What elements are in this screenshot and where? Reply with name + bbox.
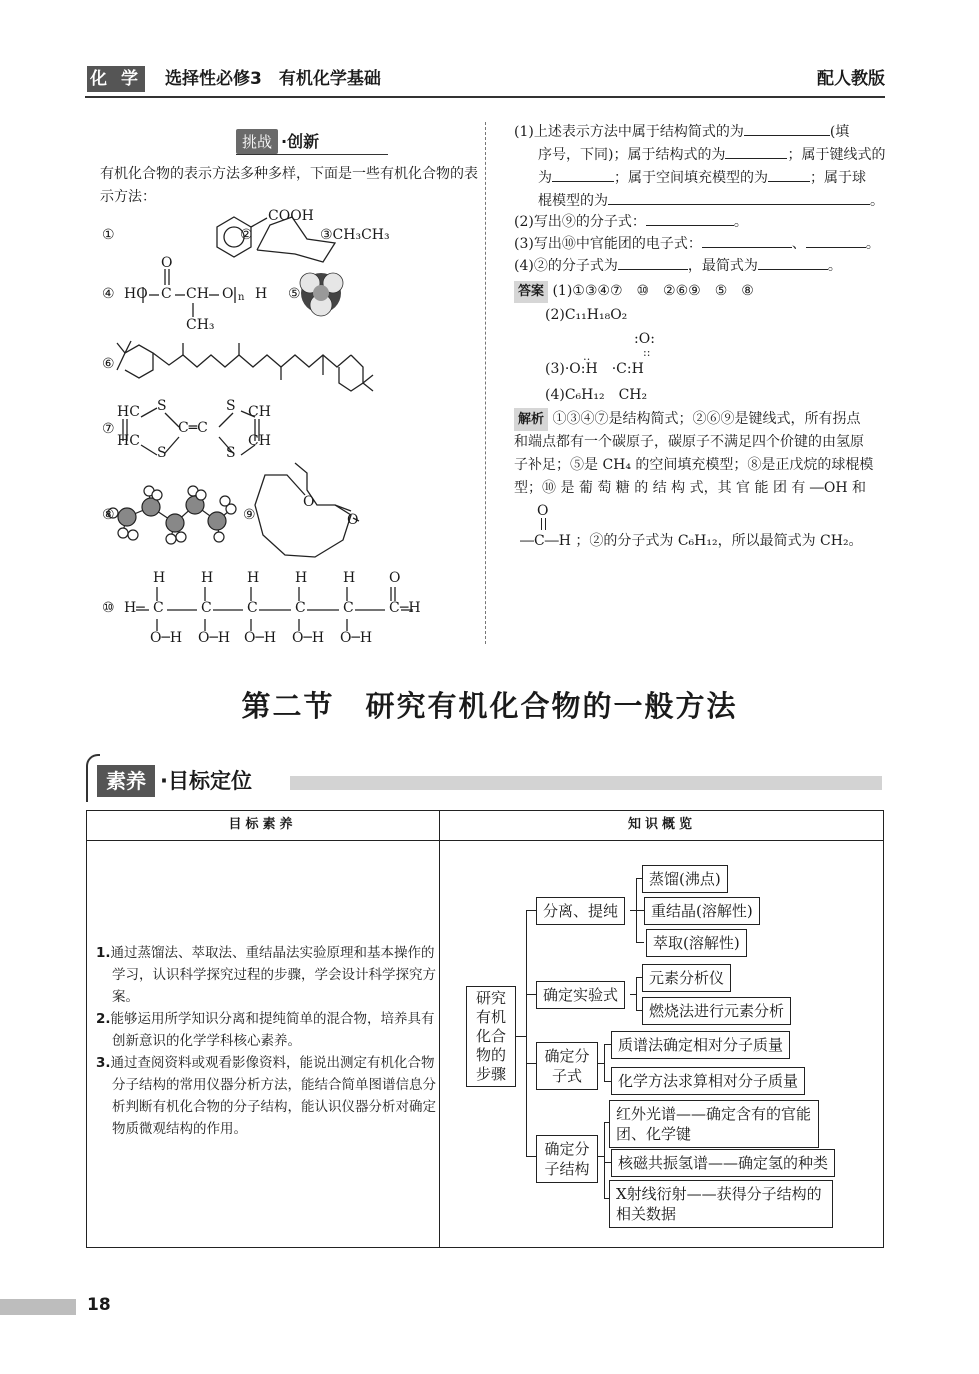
item-7-s1: S <box>157 398 167 414</box>
map-branch-empirical: 确定实验式 <box>536 981 625 1009</box>
blank-q4b[interactable] <box>758 254 828 270</box>
challenge-tail: ·创新 <box>281 132 320 151</box>
map-connector <box>516 1036 526 1037</box>
goal-item: 1.通过蒸馏法、萃取法、重结晶法实验原理和基本操作的学习，认识科学探究过程的步骤，学会设计科学探究方案。 <box>96 945 436 1005</box>
footer-bar <box>0 1299 76 1315</box>
item-10-c2: C <box>201 600 212 616</box>
item-10-h5: H <box>343 570 356 586</box>
analysis: 解析 ①③④⑦是结构简式；②⑥⑨是键线式，所有拐点 和端点都有一个碳原子，碳原子不满足四个价键的由氢原 子补足；⑤是 CH₄ 的空间填充模型；⑧是正戊烷的球棍模 型；⑩ 是 葡 萄 糖 的 结 构 式，其 官 能 团 有 ―OH 和 <box>514 408 886 500</box>
item-4-ch3: CH₃ <box>186 317 215 333</box>
item-7-s3: S <box>226 398 236 414</box>
item-7-hc2: HC <box>117 433 140 449</box>
map-leaf: 元素分析仪 <box>642 964 731 992</box>
item-7-ch2: CH <box>248 433 271 449</box>
analysis-tag: 解析 <box>514 408 548 431</box>
map-connector <box>526 994 536 995</box>
item-9-o-ring: O <box>303 494 315 510</box>
item-10-h-left: H─ <box>124 600 145 616</box>
map-leaf: 质谱法确定相对分子质量 <box>611 1031 790 1059</box>
item-4-h: H <box>255 286 268 302</box>
item-1-cooh: COOH <box>268 208 314 224</box>
item-10-c6: C <box>389 600 400 616</box>
challenge-rule <box>236 154 388 155</box>
blank-q3b[interactable] <box>806 232 866 248</box>
item-6-num: ⑥ <box>102 356 115 372</box>
blank-q1-space-filling[interactable] <box>768 166 810 182</box>
item-10-o-top: O <box>389 570 401 586</box>
challenge-intro: 有机化合物的表示方法多种多样，下面是一些有机化合物的表示方法： <box>100 166 478 205</box>
question-1: (1)上述表示方法中属于结构简式的为 (填 序号，下同)；属于结构式的为 ；属于键线式的 为 ；属于空间填充模型的为 ；属于球 棍模型的为 。 <box>514 120 886 212</box>
item-10-h4: H <box>295 570 308 586</box>
map-branch-structure: 确定分子结构 <box>536 1135 598 1183</box>
item-10-num: ⑩ <box>102 600 115 616</box>
map-branch-molecular: 确定分子式 <box>536 1042 598 1090</box>
blank-q1-structural-formula[interactable] <box>725 143 787 159</box>
answer-2: (2)C₁₁H₁₈O₂ <box>545 307 628 323</box>
table-header-rule <box>86 840 884 841</box>
goal-item: 2.能够运用所学知识分离和提纯简单的混合物，培养具有创新意识的化学学科核心素养。 <box>96 1011 435 1049</box>
item-10-c5: C <box>343 600 354 616</box>
map-leaf: 燃烧法进行元素分析 <box>642 997 791 1025</box>
header-rule <box>85 96 885 98</box>
blank-q1-ball-stick[interactable] <box>608 189 870 205</box>
subject-tag: 化 学 <box>87 66 145 92</box>
item-10-c1: C <box>153 600 164 616</box>
map-bracket <box>604 1122 605 1198</box>
blank-q1-structural[interactable] <box>744 120 830 136</box>
item-3-formula: ③CH₃CH₃ <box>320 227 390 243</box>
answer-1: 答案 (1)①③④⑦ ⑩ ②⑥⑨ ⑤ ⑧ <box>514 280 754 303</box>
map-branch-separate: 分离、提纯 <box>536 897 625 925</box>
analysis-line-5: ―C―H ；②的分子式为 C₆H₁₂，所以最简式为 CH₂。 <box>520 533 863 549</box>
map-leaf: 萃取(溶解性) <box>646 929 747 957</box>
item-10-oh1: O─H <box>150 630 183 646</box>
map-connector <box>526 1063 536 1064</box>
edition-label: 配人教版 <box>817 69 885 89</box>
item-9-o-carbonyl: O <box>347 512 359 528</box>
answer-3-dots: ‥ <box>583 350 591 363</box>
item-1-num: ① <box>102 227 115 243</box>
double-bond <box>541 518 546 530</box>
blank-q4a[interactable] <box>618 254 688 270</box>
page-number: 18 <box>87 1295 111 1315</box>
question-2: (2)写出⑨的分子式： 。 <box>514 210 748 233</box>
map-leaf: 核磁共振氢谱——确定氢的种类 <box>611 1149 835 1177</box>
table-divider <box>439 810 440 1248</box>
goal-list <box>96 942 436 1140</box>
item-10-h1: H <box>153 570 166 586</box>
item-7-s4: S <box>226 445 236 461</box>
item-4-ho: HO <box>124 286 148 302</box>
table-header-overview: 知识概览 <box>627 817 696 832</box>
item-7-cc: C═C <box>178 420 208 436</box>
item-4-n: n <box>238 292 245 303</box>
map-leaf: 红外光谱——确定含有的官能团、化学键 <box>609 1100 819 1148</box>
blank-q2[interactable] <box>646 210 734 226</box>
answer-3: (3)·O:H ·C:H <box>545 361 644 377</box>
map-leaf: 蒸馏(沸点) <box>642 865 728 893</box>
item-7-hc1: HC <box>117 404 140 420</box>
analysis-o: O <box>537 503 549 519</box>
table-header-goals: 目标素养 <box>228 817 297 832</box>
question-4: (4)②的分子式为 ，最简式为 。 <box>514 254 842 277</box>
map-trunk <box>526 910 527 1156</box>
item-4-num: ④ <box>102 286 115 302</box>
item-5-num: ⑤ <box>288 286 301 302</box>
item-10-oh2: O─H <box>198 630 231 646</box>
item-7-s2: S <box>157 445 167 461</box>
map-root: 研究有机化合物的步骤 <box>466 986 516 1087</box>
item-10-h2: H <box>201 570 214 586</box>
challenge-tag: 挑战 <box>236 129 278 154</box>
answer-3-top: :O: <box>634 331 655 347</box>
column-divider <box>485 122 486 644</box>
book-title: 选择性必修3 有机化学基础 <box>165 69 381 89</box>
item-10-h3: H <box>247 570 260 586</box>
map-leaf: X射线衍射——获得分子结构的相关数据 <box>609 1180 833 1228</box>
item-4-ch: CH <box>186 286 209 302</box>
banner-text: ·目标定位 <box>160 769 252 793</box>
answer-tag: 答案 <box>514 281 548 303</box>
item-7-num: ⑦ <box>102 421 115 437</box>
map-connector <box>526 910 536 911</box>
item-2-num: ② <box>240 227 253 243</box>
challenge-heading <box>236 129 319 154</box>
map-connector <box>526 1156 536 1157</box>
blank-q3a[interactable] <box>702 232 792 248</box>
polyene-chain <box>153 353 351 367</box>
map-bracket <box>604 1044 605 1082</box>
macrocycle <box>255 463 351 557</box>
item-10-oh3: O─H <box>244 630 277 646</box>
question-3: (3)写出⑩中官能团的电子式： 、 。 <box>514 232 880 255</box>
item-10-c4: C <box>295 600 306 616</box>
banner-tag: 素养 <box>97 765 155 797</box>
map-leaf: 化学方法求算相对分子质量 <box>611 1067 805 1095</box>
item-4-c: C <box>161 286 172 302</box>
item-9-num: ⑨ <box>243 507 256 523</box>
map-connector <box>636 910 644 911</box>
space-filling-model <box>300 273 343 316</box>
map-leaf: 重结晶(溶解性) <box>644 897 760 925</box>
item-10-oh4: O─H <box>292 630 325 646</box>
item-10-oh5: O─H <box>340 630 373 646</box>
banner-bar <box>290 776 882 790</box>
item-4-o: O <box>222 286 234 302</box>
map-bracket <box>636 977 637 1011</box>
goal-item: 3.通过查阅资料或观看影像资料，能说出测定有机化合物分子结构的常用仪器分析方法，能结合简单图谱信息分析判断有机化合物的分子结构，能认识仪器分析对确定物质微观结构的作用。 <box>96 1055 436 1137</box>
item-10-c3: C <box>247 600 258 616</box>
section-title: 第二节 研究有机化合物的一般方法 <box>241 689 738 723</box>
answer-3-colons: :: <box>643 346 651 359</box>
blank-q1-skeletal[interactable] <box>552 166 614 182</box>
item-4-o-top: O <box>161 255 173 271</box>
map-connector <box>636 942 644 943</box>
item-8-num: ⑧ <box>102 507 115 523</box>
item-10-h-right: ─H <box>400 600 421 616</box>
ball-stick-model <box>108 486 236 544</box>
answer-4: (4)C₆H₁₂ CH₂ <box>545 387 648 403</box>
item-7-ch1: CH <box>248 404 271 420</box>
